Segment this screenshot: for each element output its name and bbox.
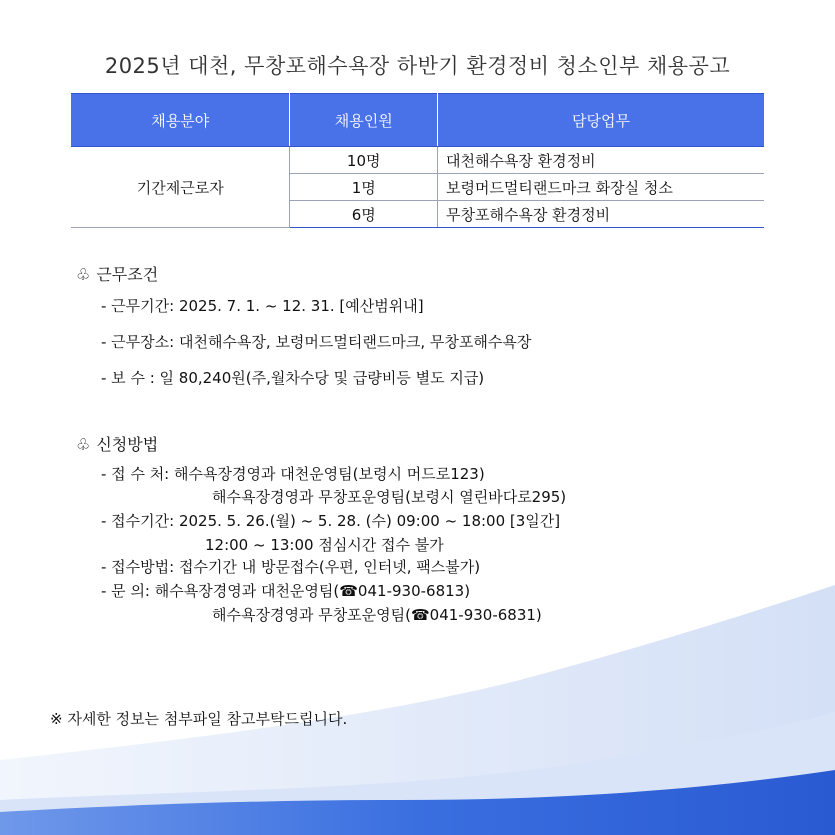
club-icon: ♧	[76, 435, 91, 454]
condition-pay: - 보 수 : 일 80,240원(주,월차수당 및 급량비등 별도 지급)	[101, 369, 485, 387]
count-cell: 10명	[290, 147, 438, 174]
recruitment-table	[71, 93, 764, 228]
conditions-heading	[76, 262, 158, 285]
apply-place: - 접 수 처: 해수욕장경영과 대천운영팀(보령시 머드로123)	[101, 465, 485, 483]
conditions-heading-text: 근무조건	[96, 265, 159, 284]
header-count: 채용인원	[290, 94, 438, 147]
apply-heading	[76, 432, 158, 455]
footnote: ※ 자세한 정보는 첨부파일 참고부탁드립니다.	[50, 710, 348, 728]
page-title: 2025년 대천, 무창포해수욕장 하반기 환경정비 청소인부 채용공고	[104, 54, 731, 78]
header-field: 채용분야	[71, 94, 290, 147]
apply-period-note: 12:00 ~ 13:00 점심시간 접수 불가	[205, 536, 444, 554]
apply-contact: - 문 의: 해수욕장경영과 대천운영팀(☎041-930-6813)	[101, 582, 471, 600]
table-row	[71, 147, 764, 174]
duty-cell: 무창포해수욕장 환경정비	[437, 201, 764, 228]
apply-place-2: 해수욕장경영과 무창포운영팀(보령시 열린바다로295)	[212, 488, 567, 506]
count-cell: 1명	[290, 174, 438, 201]
apply-heading-text: 신청방법	[96, 435, 159, 454]
apply-period: - 접수기간: 2025. 5. 26.(월) ~ 5. 28. (수) 09:00 ~ 18:00 [3일간]	[101, 512, 561, 530]
club-icon: ♧	[76, 265, 91, 284]
apply-method: - 접수방법: 접수기간 내 방문접수(우편, 인터넷, 팩스불가)	[101, 558, 481, 576]
header-duty: 담당업무	[437, 94, 764, 147]
duty-cell: 대천해수욕장 환경정비	[437, 147, 764, 174]
count-cell: 6명	[290, 201, 438, 228]
apply-contact-2: 해수욕장경영과 무창포운영팀(☎041-930-6831)	[212, 606, 542, 624]
condition-period: - 근무기간: 2025. 7. 1. ~ 12. 31. [예산범위내]	[101, 297, 424, 315]
condition-location: - 근무장소: 대천해수욕장, 보령머드멀티랜드마크, 무창포해수욕장	[101, 333, 532, 351]
field-cell: 기간제근로자	[71, 147, 290, 228]
table-header-row	[71, 94, 764, 147]
duty-cell: 보령머드멀티랜드마크 화장실 청소	[437, 174, 764, 201]
